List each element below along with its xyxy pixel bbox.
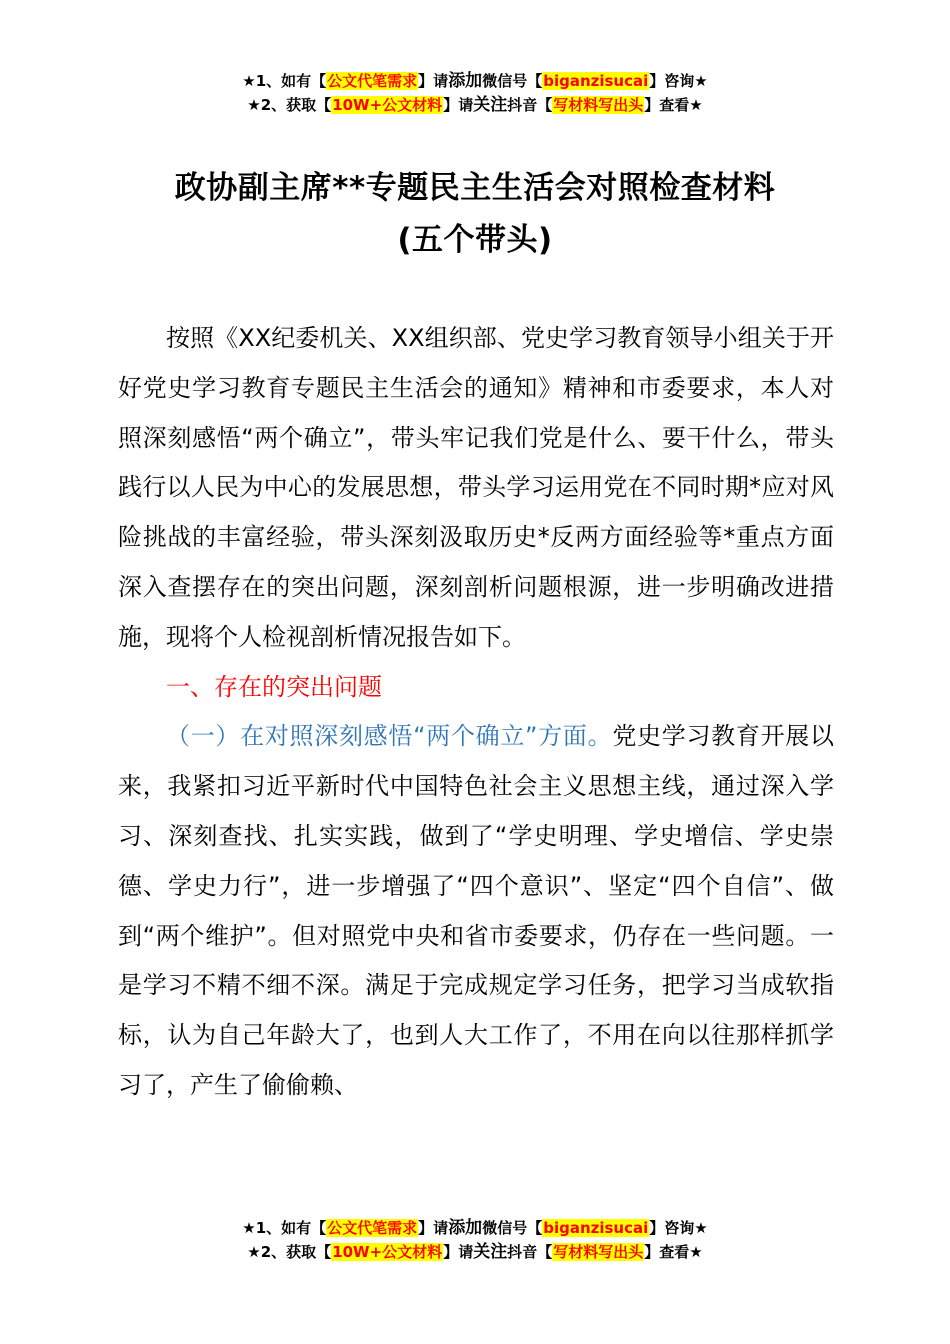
header-banner [0, 69, 950, 117]
banner-highlight: 10W+公文材料 [332, 96, 443, 114]
banner-wechat-id: biganzisucai [543, 1219, 649, 1237]
banner-douyin-id: 写材料写出头 [553, 1243, 644, 1261]
document-title [0, 162, 950, 266]
intro-paragraph: 按照《XX纪委机关、XX组织部、党史学习教育领导小组关于开好党史学习教育专题民主生活会的通知》精神和市委要求，本人对照深刻感悟“两个确立”，带头牢记我们党是什么、要干什么，带头践行以人民为中心的发展思想，带头学习运用党在不同时期*应对风险挑战的丰富经验，带头深刻汲取历史*反两方面经验等*重点方面深入查摆存在的突出问题，深刻剖析问题根源，进一步明确改进措施，现将个人检视剖析情况报告如下。 [118, 324, 834, 651]
banner-line-1: ★1、如有【公文代笔需求】请添加微信号【biganzisucai】咨询★ [242, 1218, 708, 1238]
banner-wechat-id: biganzisucai [543, 72, 649, 90]
banner-highlight: 10W+公文材料 [332, 1243, 443, 1261]
banner-douyin-id: 写材料写出头 [553, 96, 644, 114]
title-line-2: (五个带头) [397, 222, 553, 258]
section-heading: 一、存在的突出问题 [166, 672, 382, 701]
footer-banner [0, 1216, 950, 1264]
banner-line-2: ★2、获取【10W+公文材料】请关注抖音【写材料写出头】查看★ [247, 1242, 703, 1262]
title-line-1: 政协副主席**专题民主生活会对照检查材料 [174, 170, 776, 206]
subsection-text: 党史学习教育开展以来，我紧扣习近平新时代中国特色社会主义思想主线，通过深入学习、深刻查找、扎实实践，做到了“学史明理、学史增信、学史崇德、学史力行”，进一步增强了“四个意识”、坚定“四个自信”、做到“两个维护”。但对照党中央和省市委要求，仍存在一些问题。一是学习不精不细不深。满足于完成规定学习任务，把学习当成软指标，认为自己年龄大了，也到人大工作了，不用在向以往那样抓学习了，产生了偷偷赖、 [118, 722, 834, 1099]
document-body [118, 314, 834, 1111]
banner-line-1: ★1、如有【公文代笔需求】请添加微信号【biganzisucai】咨询★ [242, 71, 708, 91]
banner-highlight: 公文代笔需求 [327, 1219, 418, 1237]
banner-highlight: 公文代笔需求 [327, 72, 418, 90]
subsection-paragraph [118, 712, 834, 1110]
subsection-heading: （一）在对照深刻感悟“两个确立”方面。 [166, 722, 613, 751]
banner-line-2: ★2、获取【10W+公文材料】请关注抖音【写材料写出头】查看★ [247, 95, 703, 115]
